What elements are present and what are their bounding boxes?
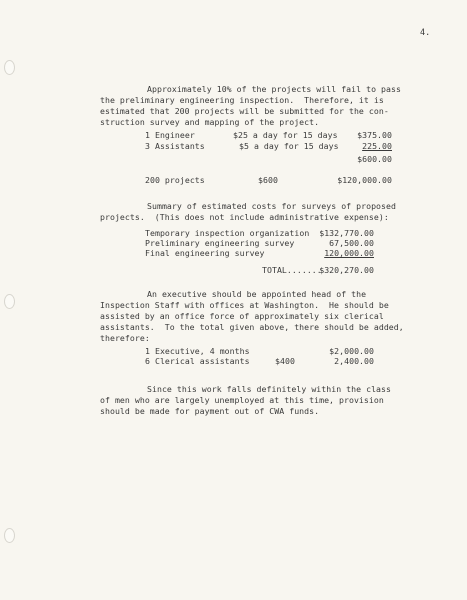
staff-label: 1 Executive, 4 months — [145, 346, 250, 356]
cost-amount: 225.00 — [362, 141, 392, 151]
summary-total-amount: $320,270.00 — [319, 265, 374, 275]
para4-line: of men who are largely unemployed at this time, provision — [100, 395, 384, 405]
binder-hole — [4, 528, 15, 543]
para2-line: projects. (This does not include administrative expense): — [100, 212, 389, 222]
para3-line: Inspection Staff with offices at Washington. He should be — [100, 300, 389, 310]
para2-line: Summary of estimated costs for surveys of proposed — [147, 201, 396, 211]
cost-rate: $5 a day for 15 days — [239, 141, 339, 151]
cost-label: 3 Assistants — [145, 141, 205, 151]
summary-amount: 120,000.00 — [324, 248, 374, 258]
projects-unit: $600 — [258, 175, 278, 185]
para3-line: therefore: — [100, 333, 150, 343]
binder-hole — [4, 60, 15, 75]
para1-line: struction survey and mapping of the project. — [100, 117, 320, 127]
para4-line: should be made for payment out of CWA funds. — [100, 406, 320, 416]
para1-line: estimated that 200 projects will be submitted for the con- — [100, 106, 389, 116]
cost-label: 1 Engineer — [145, 130, 195, 140]
summary-label: Final engineering survey — [145, 248, 265, 258]
projects-label: 200 projects — [145, 175, 205, 185]
para3-line: An executive should be appointed head of the — [147, 289, 367, 299]
summary-amount: 67,500.00 — [329, 238, 374, 248]
page-number: 4. — [420, 28, 431, 38]
para1-line: Approximately 10% of the projects will fail to pass — [147, 84, 401, 94]
staff-amount: $2,000.00 — [329, 346, 374, 356]
staff-amount: 2,400.00 — [334, 356, 374, 366]
binder-hole — [4, 294, 15, 309]
para3-line: assisted by an office force of approximately six clerical — [100, 311, 384, 321]
summary-amount: $132,770.00 — [319, 228, 374, 238]
para4-line: Since this work falls definitely within the class — [147, 384, 391, 394]
staff-rate: $400 — [275, 356, 295, 366]
cost-amount: $375.00 — [357, 130, 392, 140]
summary-label: Temporary inspection organization — [145, 228, 310, 238]
cost-total: $600.00 — [357, 154, 392, 164]
projects-total: $120,000.00 — [337, 175, 392, 185]
summary-total-label: TOTAL....... — [262, 265, 322, 275]
para1-line: the preliminary engineering inspection. Therefore, it is — [100, 95, 384, 105]
cost-rate: $25 a day for 15 days — [233, 130, 338, 140]
staff-label: 6 Clerical assistants — [145, 356, 250, 366]
summary-label: Preliminary engineering survey — [145, 238, 295, 248]
para3-line: assistants. To the total given above, there should be added, — [100, 322, 404, 332]
